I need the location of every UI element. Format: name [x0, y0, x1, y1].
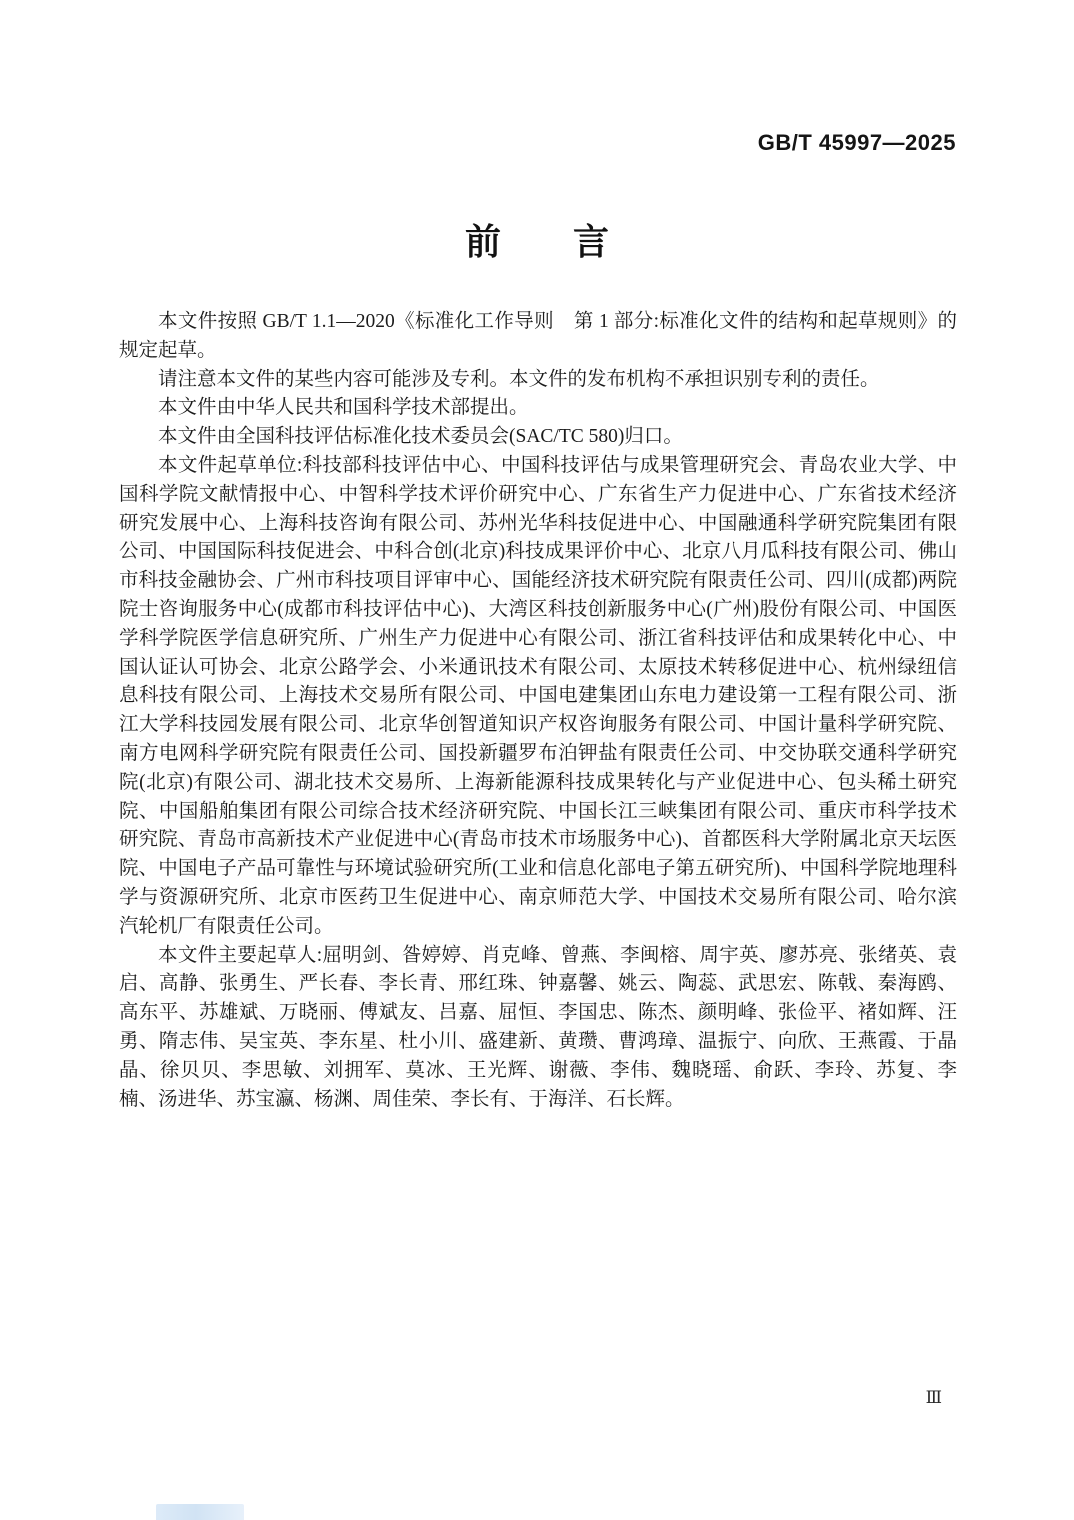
- standard-number: GB/T 45997—2025: [757, 130, 956, 155]
- paragraph-drafting-organizations: 本文件起草单位:科技部科技评估中心、中国科技评估与成果管理研究会、青岛农业大学、中国科学院文献情报中心、中智科学技术评价研究中心、广东省生产力促进中心、广东省技术经济研究发展中心、上海科技咨询有限公司、苏州光华科技促进中心、中国融通科学研究院集团有限公司、中国国际科技促进会、中科合创(北京)科技成果评价中心、北京八月瓜科技有限公司、佛山市科技金融协会、广州市科技项目评审中心、国能经济技术研究院有限责任公司、四川(成都)两院院士咨询服务中心(成都市科技评估中心)、大湾区科技创新服务中心(广州)股份有限公司、中国医学科学院医学信息研究所、广州生产力促进中心有限公司、浙江省科技评估和成果转化中心、中国认证认可协会、北京公路学会、小米通讯技术有限公司、太原技术转移促进中心、杭州绿纽信息科技有限公司、上海技术交易所有限公司、中国电建集团山东电力建设第一工程有限公司、浙江大学科技园发展有限公司、北京华创智道知识产权咨询服务有限公司、中国计量科学研究院、南方电网科学研究院有限责任公司、国投新疆罗布泊钾盐有限责任公司、中交协联交通科学研究院(北京)有限公司、湖北技术交易所、上海新能源科技成果转化与产业促进中心、包头稀土研究院、中国船舶集团有限公司综合技术经济研究院、中国长江三峡集团有限公司、重庆市科学技术研究院、青岛市高新技术产业促进中心(青岛市技术市场服务中心)、首都医科大学附属北京天坛医院、中国电子产品可靠性与环境试验研究所(工业和信息化部电子第五研究所)、中国科学院地理科学与资源研究所、北京市医药卫生促进中心、南京师范大学、中国技术交易所有限公司、哈尔滨汽轮机厂有限责任公司。: [119, 454, 957, 937]
- paragraph-main-drafters: 本文件主要起草人:屈明剑、昝婷婷、肖克峰、曾燕、李闽榕、周宇英、廖苏亮、张绪英、袁启、高静、张勇生、严长春、李长青、邢红珠、钟嘉馨、姚云、陶蕊、武思宏、陈戟、秦海鸥、高东平、苏雄斌、万晓丽、傅斌友、吕嘉、屈恒、李国忠、陈杰、颜明峰、张俭平、褚如辉、汪勇、隋志伟、吴宝英、李东星、杜小川、盛建新、黄瓒、曹鸿璋、温振宁、向欣、王燕霞、于晶晶、徐贝贝、李思敏、刘拥军、莫冰、王光辉、谢薇、李伟、魏晓瑶、俞跃、李玲、苏复、李楠、汤进华、苏宝瀛、杨渊、周佳荣、李长有、于海洋、石长辉。: [119, 944, 957, 1110]
- foreword-body: [119, 308, 957, 1114]
- paragraph-patent-notice: 请注意本文件的某些内容可能涉及专利。本文件的发布机构不承担识别专利的责任。: [158, 368, 880, 390]
- paragraph-drafting-basis: 本文件按照 GB/T 1.1—2020《标准化工作导则 第 1 部分:标准化文件的结构和起草规则》的规定起草。: [119, 311, 957, 361]
- page-number: Ⅲ: [925, 1388, 942, 1407]
- watermark-fragment: [156, 1504, 244, 1520]
- paragraph-proposed-by: 本文件由中华人民共和国科学技术部提出。: [158, 397, 529, 419]
- page-title: 前 言: [464, 221, 609, 262]
- paragraph-centralized-by: 本文件由全国科技评估标准化技术委员会(SAC/TC 580)归口。: [158, 426, 683, 448]
